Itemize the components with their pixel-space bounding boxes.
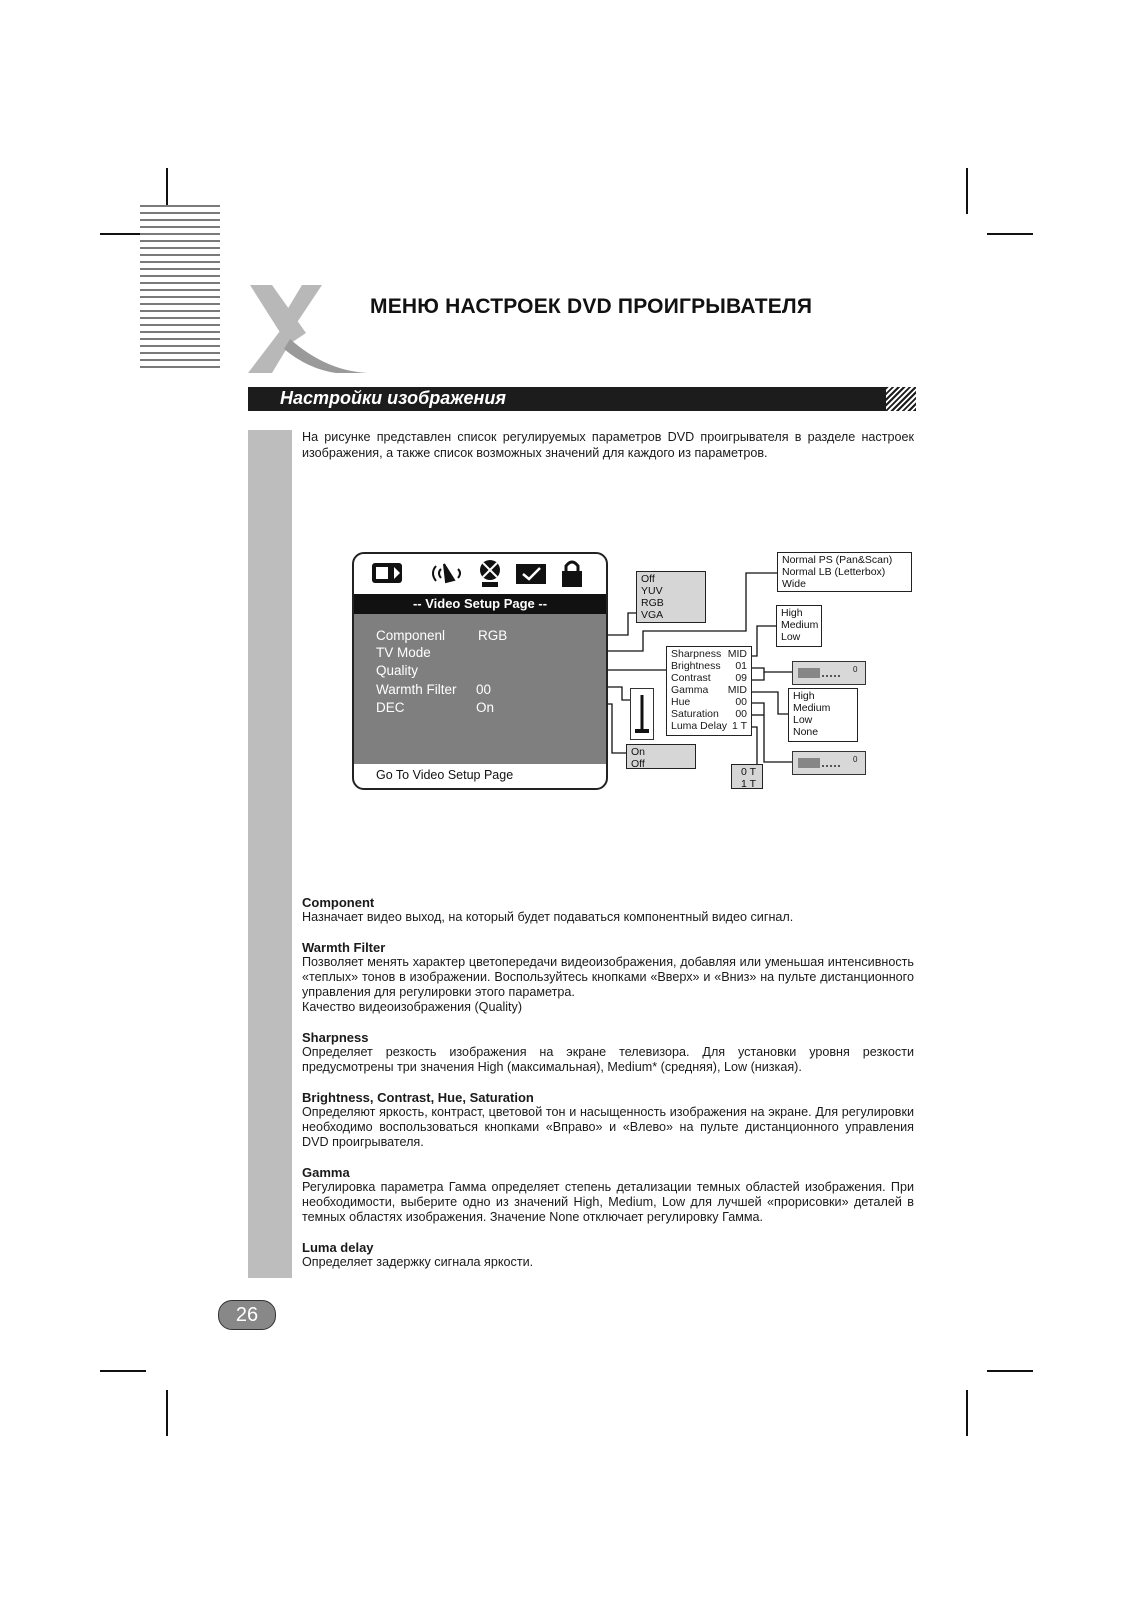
vertical-slider-graphic xyxy=(631,689,653,739)
osd-header: -- Video Setup Page -- xyxy=(354,594,606,614)
section-heading-gamma: Gamma xyxy=(302,1165,350,1180)
hue-slider xyxy=(792,751,866,775)
section-title: Настройки изображения xyxy=(280,388,506,408)
option-item: High xyxy=(781,607,803,619)
quality-item-label: Saturation xyxy=(671,708,719,720)
option-item: 1 T xyxy=(741,778,756,790)
option-item: RGB xyxy=(641,597,664,609)
option-item: 0 T xyxy=(741,766,756,778)
option-item: None xyxy=(793,726,819,738)
lock-icon xyxy=(562,562,582,587)
component-options-box xyxy=(636,571,706,623)
option-item: On xyxy=(631,746,646,758)
audio-wave-icon xyxy=(433,564,460,582)
rating-icon xyxy=(480,560,500,587)
quality-item-label: Luma Delay xyxy=(671,720,728,732)
quality-submenu-box xyxy=(666,646,752,736)
section-text-quality-note: Качество видеоизображения (Quality) xyxy=(302,1000,523,1014)
dec-options-box xyxy=(626,744,696,769)
slider-value: 0 xyxy=(853,665,858,674)
slider-value: 0 xyxy=(853,755,858,764)
option-item: Low xyxy=(781,631,801,643)
section-text-luma-delay: Определяет задержку сигнала яркости. xyxy=(302,1255,534,1269)
warmth-vertical-slider xyxy=(630,688,654,740)
section-text-component: Назначает видео выход, на который будет подаваться компонентный видео сигнал. xyxy=(302,910,794,924)
section-text-warmth-filter: Позволяет менять характер цветопередачи видеоизображения, добавляя или уменьшая интенсивность «теплых» тонов в изображении. Воспользуйтесь кнопками «Вверх» и «Вниз» на пульте дистанционного управления для регулировки этого параметра. xyxy=(302,955,914,999)
speaker-icon xyxy=(372,563,402,583)
tv-mode-options-box xyxy=(777,552,912,592)
quality-item-label: Sharpness xyxy=(671,648,722,660)
intro-text: На рисунке представлен список регулируемых параметров DVD проигрывателя в разделе настроек изображения, а также список возможных значений для каждого из параметров. xyxy=(302,430,914,460)
option-item: Medium xyxy=(793,702,831,714)
option-item: Normal PS (Pan&Scan) xyxy=(782,554,893,566)
quality-item-value: 01 xyxy=(735,660,747,672)
section-heading-component: Component xyxy=(302,895,375,910)
osd-row-component[interactable]: Componenl xyxy=(376,628,446,643)
osd-value-dec: On xyxy=(476,700,495,715)
section-text-sharpness: Определяет резкость изображения на экране телевизора. Для установки уровня резкости предусмотрены три значения High (максимальная), Medium* (средняя), Low (низкая). xyxy=(302,1045,914,1074)
quality-item-value: 00 xyxy=(735,708,747,720)
option-item: Off xyxy=(631,758,645,770)
sharpness-options-box xyxy=(776,605,822,647)
osd-icon-bar xyxy=(354,554,606,594)
option-item: VGA xyxy=(641,609,664,621)
quality-item-label: Contrast xyxy=(671,672,711,684)
brightness-slider xyxy=(792,661,866,685)
section-heading-warmth-filter: Warmth Filter xyxy=(302,940,386,955)
section-heading-sharpness: Sharpness xyxy=(302,1030,369,1045)
quality-item-label: Gamma xyxy=(671,684,709,696)
osd-row-quality[interactable]: Quality xyxy=(376,663,419,678)
option-item: Medium xyxy=(781,619,819,631)
osd-row-warmth-filter[interactable]: Warmth Filter xyxy=(376,682,457,697)
option-item: YUV xyxy=(641,585,663,597)
check-icon xyxy=(516,564,546,584)
section-text-brightness: Определяют яркость, контраст, цветовой тон и насыщенность изображения на экране. Для регулировки необходимо воспользоваться кнопками «Вправо» и «Влево» на пульте дистанционного управления DVD проигрывателя. xyxy=(302,1105,914,1149)
quality-item-value: MID xyxy=(727,648,747,660)
gamma-options-box xyxy=(788,688,858,742)
quality-item-label: Brightness xyxy=(671,660,721,672)
osd-footer[interactable]: Go To Video Setup Page xyxy=(376,768,514,782)
quality-item-value: 09 xyxy=(735,672,747,684)
option-item: Normal LB (Letterbox) xyxy=(782,566,886,578)
osd-row-tv-mode[interactable]: TV Mode xyxy=(376,645,431,660)
osd-menu xyxy=(354,614,606,764)
section-heading-brightness: Brightness, Contrast, Hue, Saturation xyxy=(302,1090,534,1105)
option-item: High xyxy=(793,690,815,702)
osd-value-component: RGB xyxy=(478,628,508,643)
section-heading-luma-delay: Luma delay xyxy=(302,1240,374,1255)
quality-item-label: Hue xyxy=(671,696,691,708)
quality-item-value: 1 T xyxy=(732,720,747,732)
option-item: Off xyxy=(641,573,655,585)
video-setup-osd xyxy=(352,552,608,790)
luma-delay-options-box xyxy=(731,764,763,789)
osd-value-warmth-filter: 00 xyxy=(476,682,492,697)
quality-item-value: 00 xyxy=(735,696,747,708)
quality-item-value: MID xyxy=(727,684,747,696)
option-item: Wide xyxy=(782,578,806,590)
osd-row-dec[interactable]: DEC xyxy=(376,700,405,715)
option-item: Low xyxy=(793,714,813,726)
section-text-gamma: Регулировка параметра Гамма определяет степень детализации темных областей изображения. При необходимости, выберите одно из значений High, Medium, Low для лучшей «прорисовки» деталей в темных областях изображения. Значение None отключает регулировку Гамма. xyxy=(302,1180,914,1224)
page-title: МЕНЮ НАСТРОЕК DVD ПРОИГРЫВАТЕЛЯ xyxy=(370,295,813,318)
page-number: 26 xyxy=(218,1300,276,1330)
